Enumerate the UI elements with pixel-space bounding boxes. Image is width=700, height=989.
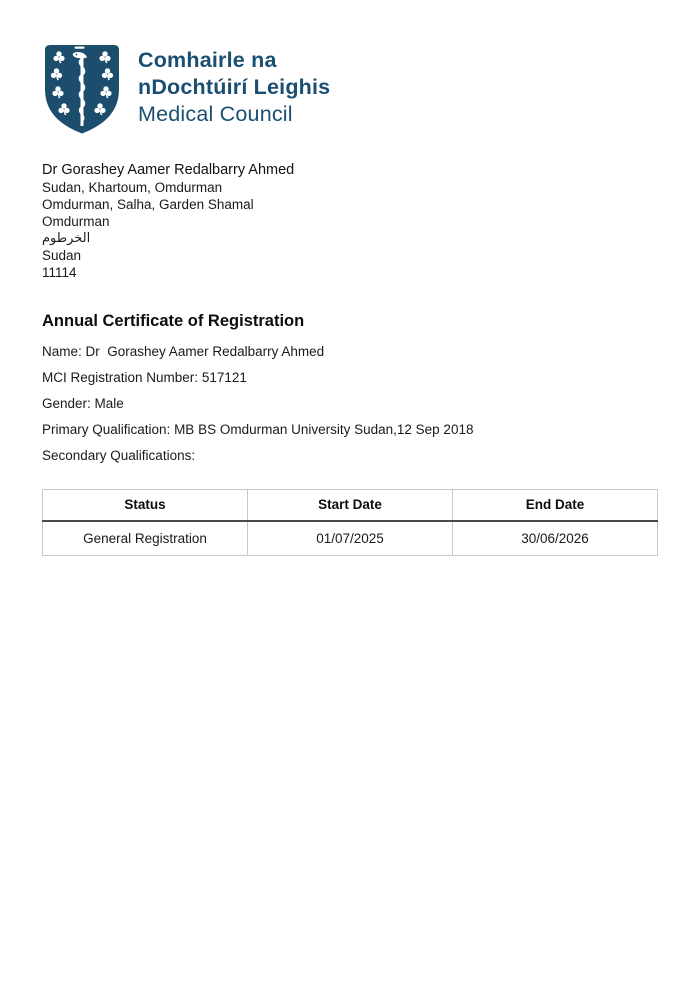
- address-line: Sudan, Khartoum, Omdurman: [42, 180, 223, 195]
- field-secondary-qualifications: Secondary Qualifications:: [42, 448, 196, 463]
- field-gender: Gender: Male: [42, 396, 124, 411]
- logo-irish-name-line2: nDochtúirí Leighis: [138, 75, 331, 99]
- cell-start-date: 01/07/2025: [248, 521, 453, 556]
- table-row: [43, 521, 658, 556]
- column-header-end-date: End Date: [453, 490, 658, 522]
- field-name: Name: Dr Gorashey Aamer Redalbarry Ahmed: [42, 344, 325, 359]
- field-mci-registration-number: MCI Registration Number: 517121: [42, 370, 247, 385]
- table-header-row: [43, 490, 658, 522]
- logo-irish-name-line1: Comhairle na: [138, 48, 277, 72]
- cell-end-date: 30/06/2026: [453, 521, 658, 556]
- field-primary-qualification: Primary Qualification: MB BS Omdurman University Sudan,12 Sep 2018: [42, 422, 474, 437]
- medical-council-shield-icon: [42, 42, 122, 136]
- registration-details: [42, 345, 658, 463]
- page-title: Annual Certificate of Registration: [42, 312, 305, 330]
- cell-status: General Registration: [43, 521, 248, 556]
- address-line: 11114: [42, 265, 77, 280]
- logo-wordmark: [138, 42, 330, 128]
- recipient-name: Dr Gorashey Aamer Redalbarry Ahmed: [42, 162, 295, 178]
- address-line: Omdurman: [42, 214, 110, 229]
- letterhead: [42, 42, 658, 136]
- address-line: Omdurman, Salha, Garden Shamal: [42, 197, 254, 212]
- logo-english-name: Medical Council: [138, 102, 293, 126]
- address-line-arabic: الخرطوم: [42, 231, 91, 246]
- registration-table-container: [42, 489, 658, 556]
- address-line: Sudan: [42, 248, 82, 263]
- registration-table: [42, 489, 658, 556]
- column-header-status: Status: [43, 490, 248, 522]
- address-block: [42, 161, 658, 281]
- column-header-start-date: Start Date: [248, 490, 453, 522]
